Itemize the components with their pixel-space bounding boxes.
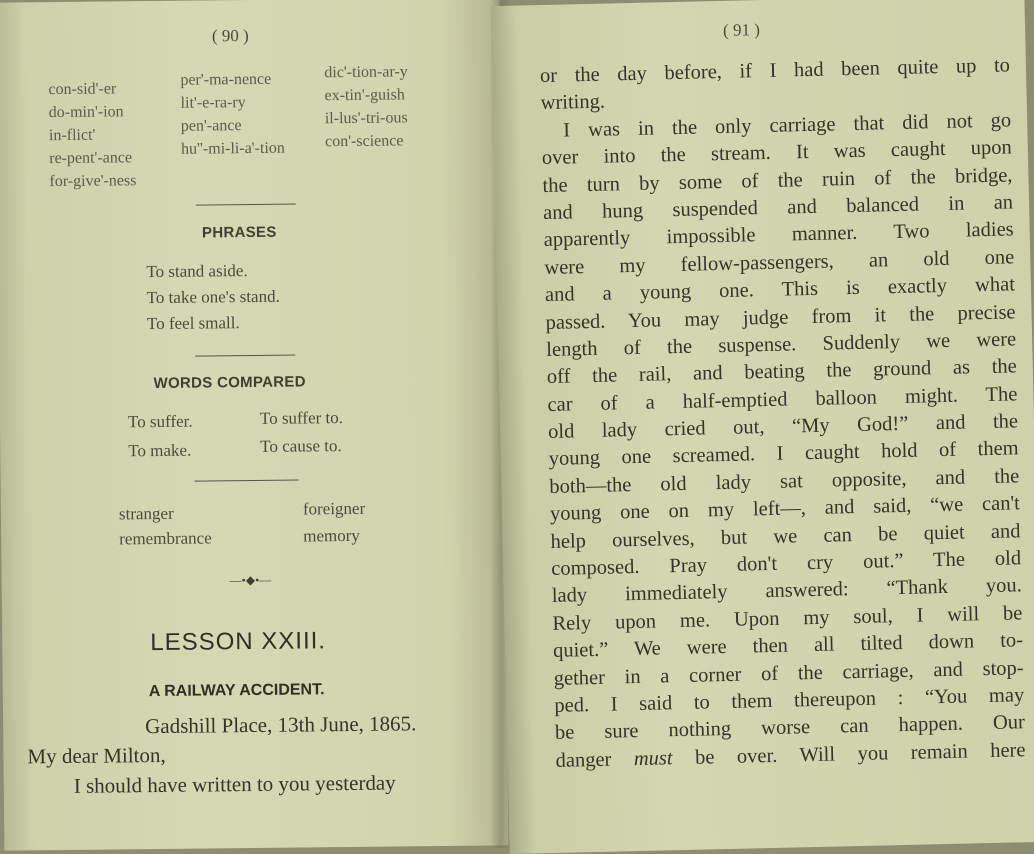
vocab-column-2 bbox=[180, 68, 285, 161]
text-line: old lady cried out, “My God!” and the bbox=[547, 410, 1019, 444]
compared-word: To make. bbox=[128, 440, 192, 461]
text-line: help ourselves, but we can be quiet and bbox=[550, 519, 1021, 553]
text-line: be sure nothing worse can happen. Our bbox=[554, 711, 1026, 745]
vocab-word: il-lus'-tri-ous bbox=[324, 109, 408, 128]
vocab-word: hu''-mi-li-a'-tion bbox=[181, 139, 285, 158]
vocab-word: pen'-ance bbox=[180, 117, 242, 135]
word-pair-left: stranger bbox=[118, 503, 174, 524]
text-line: ped. I said to them thereupon : “You may bbox=[554, 684, 1025, 717]
word-pair-right: foreigner bbox=[302, 498, 366, 519]
text-line: were my fellow-passengers, an old one bbox=[544, 246, 1015, 279]
phrase-item: To stand aside. bbox=[146, 261, 248, 282]
text-line: and a young one. This is exactly what bbox=[544, 273, 1016, 307]
right-page bbox=[490, 0, 1034, 854]
compared-word: To suffer. bbox=[127, 411, 193, 432]
text-line: writing. bbox=[540, 90, 606, 115]
text-line: quiet.” We were then all tilted down to- bbox=[552, 629, 1024, 663]
vocab-word: ex-tin'-guish bbox=[324, 86, 405, 105]
vocab-column-1 bbox=[48, 77, 136, 193]
text-line: passed. You may judge from it the precise bbox=[545, 300, 1016, 334]
divider-rule bbox=[195, 355, 295, 357]
lesson-title: LESSON XXIII. bbox=[150, 627, 327, 657]
vocab-word: dic'-tion-ar-y bbox=[324, 63, 408, 82]
compared-word: To cause to. bbox=[260, 436, 342, 456]
text-line: lady immediately answered: “Thank you. bbox=[551, 574, 1022, 608]
divider-rule bbox=[195, 480, 299, 482]
text-line: and hung suspended and balanced in an bbox=[542, 191, 1014, 224]
letter-dateline: Gadshill Place, 13th June, 1865. bbox=[145, 711, 417, 739]
vocab-word: con-sid'-er bbox=[48, 80, 117, 99]
phrase-item: To feel small. bbox=[146, 313, 240, 334]
text-line: composed. Pray don't cry out.” The old bbox=[550, 547, 1022, 580]
letter-opening-line: I should have written to you yesterday bbox=[73, 770, 396, 798]
page-number-91: ( 91 ) bbox=[722, 20, 761, 40]
lesson-subtitle: A RAILWAY ACCIDENT. bbox=[148, 681, 325, 701]
letter-body bbox=[540, 52, 1026, 775]
phrase-item: To take one's stand. bbox=[146, 286, 280, 308]
vocab-word: re-pent'-ance bbox=[49, 149, 133, 168]
text-line: over into the stream. It was caught upon bbox=[541, 136, 1013, 170]
divider-rule bbox=[196, 204, 296, 206]
phrase-list bbox=[146, 258, 280, 337]
ornament-divider: —•◆•— bbox=[229, 572, 272, 588]
text-line: off the rail, and beating the ground as the bbox=[546, 355, 1018, 389]
vocab-word: per'-ma-nence bbox=[180, 70, 272, 89]
words-compared-heading: WORDS COMPARED bbox=[153, 373, 306, 393]
page-number-90: ( 90 ) bbox=[211, 26, 249, 46]
text-line: the turn by some of the ruin of the bridge, bbox=[542, 163, 1013, 197]
text-line: car of a half-emptied balloon might. The bbox=[547, 383, 1018, 416]
text-line: young one on my left—, and said, “we can't bbox=[549, 492, 1021, 526]
vocab-word: con'-science bbox=[324, 132, 404, 151]
text-line: Rely upon me. Upon my soul, I will be bbox=[552, 602, 1023, 635]
text-line: gether in a corner of the carriage, and stop- bbox=[553, 656, 1024, 690]
text-line: apparently impossible manner. Two ladies bbox=[543, 218, 1014, 252]
word-pair-left: remembrance bbox=[119, 528, 212, 549]
emphasis-word: must bbox=[633, 746, 673, 770]
text-segment: be over. Will you remain here bbox=[672, 738, 1026, 769]
vocab-word: in-flict' bbox=[48, 126, 96, 145]
text-line: both—the old lady sat opposite, and the bbox=[549, 465, 1020, 498]
compared-word: To suffer to. bbox=[259, 408, 344, 428]
text-segment: danger bbox=[555, 747, 635, 772]
vocab-word: for-give'-ness bbox=[49, 172, 137, 191]
word-pair-right: memory bbox=[303, 525, 360, 546]
vocab-word: do-min'-ion bbox=[48, 103, 124, 122]
text-line: I was in the only carriage that did not go bbox=[563, 109, 1012, 142]
phrases-heading: PHRASES bbox=[201, 223, 277, 242]
letter-salutation: My dear Milton, bbox=[27, 742, 166, 769]
text-line: young one screamed. I caught hold of them bbox=[548, 437, 1019, 471]
text-line: or the day before, if I had been quite up to bbox=[539, 54, 1011, 88]
left-page bbox=[0, 0, 508, 851]
vocab-column-3 bbox=[324, 60, 408, 153]
vocab-word: lit'-e-ra-ry bbox=[180, 94, 246, 112]
text-line: length of the suspense. Suddenly we were bbox=[546, 328, 1017, 361]
